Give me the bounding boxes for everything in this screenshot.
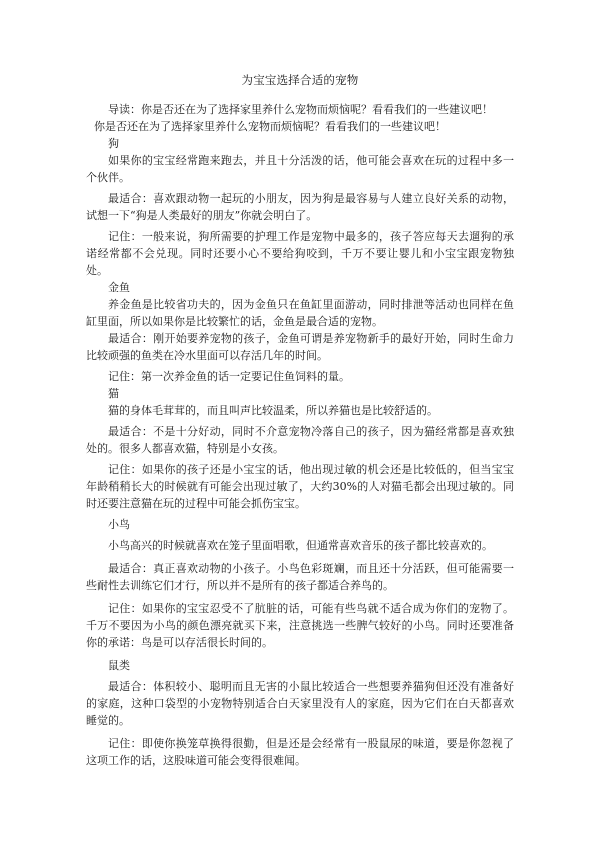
paragraph: 最适合：真正喜欢动物的小孩子。小鸟色彩斑斓，而且还十分活跃，但可能需要一些耐性去训练它们才行，所以并不是所有的孩子都适合养鸟的。 [86,562,514,592]
section-heading-dog: 狗 [108,137,119,150]
paragraph: 记住：第一次养金鱼的话一定要记住鱼饲料的量。 [108,370,350,383]
paragraph: 小鸟高兴的时候就喜欢在笼子里面唱歌，但通常喜欢音乐的孩子都比较喜欢的。 [108,539,493,552]
document-body [86,101,514,769]
document-title: 为宝宝选择合适的宠物 [241,73,359,87]
paragraph: 猫的身体毛茸茸的，而且叫声比较温柔，所以养猫也是比较舒适的。 [108,404,438,417]
paragraph: 最适合：刚开始要养宠物的孩子，金鱼可谓是养宠物新手的最好开始，同时生命力比较顽强的鱼类在冷水里面可以存活几年的时间。 [86,332,514,362]
paragraph: 养金鱼是比较省功夫的，因为金鱼只在鱼缸里面游动，同时排泄等活动也同样在鱼缸里面，所以如果你是比较繁忙的话，金鱼是最合适的宠物。 [86,298,514,328]
section-heading-cat: 猫 [108,387,119,400]
paragraph: 最适合：体积较小、聪明而且无害的小鼠比较适合一些想要养猫狗但还没有准备好的家庭，这种口袋型的小宠物特别适合白天家里没有人的家庭，因为它们在白天都喜欢睡觉的。 [86,680,514,727]
paragraph: 最适合：喜欢跟动物一起玩的小朋友，因为狗是最容易与人建立良好关系的动物，试想一下“狗是人类最好的朋友”你就会明白了。 [86,192,514,222]
paragraph: 最适合：不是十分好动，同时不介意宠物冷落自己的孩子，因为猫经常都是喜欢独处的。很多人都喜欢猫，特别是小女孩。 [86,425,514,455]
paragraph: 记住：即使你换笼草换得很勤，但是还是会经常有一股鼠尿的味道，要是你忽视了这项工作的话，这股味道可能会变得很难闻。 [86,737,514,767]
paragraph: 如果你的宝宝经常跑来跑去，并且十分活泼的话，他可能会喜欢在玩的过程中多一个伙伴。 [86,154,514,184]
paragraph: 记住：如果你的孩子还是小宝宝的话，他出现过敏的机会还是比较低的，但当宝宝年龄稍稍长大的时候就有可能会出现过敏了，大约30%的人对猫毛都会出现过敏的。同时还要注意猫在玩的过程中可能会抓伤宝宝。 [86,463,514,510]
section-heading-bird: 小鸟 [108,518,130,531]
intro-paragraph: 你是否还在为了选择家里养什么宠物而烦恼呢？看看我们的一些建议吧！ [94,120,446,133]
section-heading-goldfish: 金鱼 [108,281,130,294]
paragraph: 记住：如果你的宝宝忍受不了肮脏的话，可能有些鸟就不适合成为你们的宠物了。千万不要因为小鸟的颜色漂亮就买下来，注意挑选一些脾气较好的小鸟。同时还要准备你的承诺：鸟是可以存活很长时间的。 [86,602,514,649]
paragraph: 记住：一般来说，狗所需要的护理工作是宠物中最多的，孩子答应每天去遛狗的承诺经常都不会兑现。同时还要小心不要给狗咬到，千万不要让婴儿和小宝宝跟宠物独处。 [86,230,514,277]
intro-paragraph: 导读：你是否还在为了选择家里养什么宠物而烦恼呢？看看我们的一些建议吧！ [108,103,493,116]
section-heading-rodent: 鼠类 [108,659,130,672]
